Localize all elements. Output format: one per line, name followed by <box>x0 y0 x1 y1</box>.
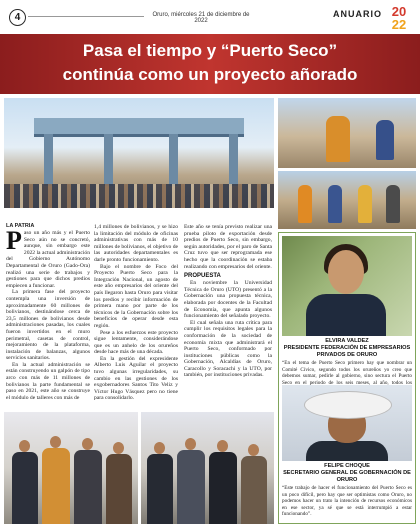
headline-line-2: continúa como un proyecto añorado <box>62 65 358 84</box>
photo-person <box>177 450 205 524</box>
logo-year-top: 20 <box>391 4 407 19</box>
felipe-title: SECRETARIO GENERAL DE GOBERNACIÓN DE ORURO <box>283 470 411 483</box>
photo-figure <box>376 120 394 160</box>
article-column-3 <box>184 224 272 379</box>
photo-dry-port-arch <box>4 98 274 208</box>
paragraph: Este año se tenía previsto realizar una prueba piloto de exportación desde predios de Puerto Seco, sin embargo, según autoridades, por el paro de Santa Cruz tuvo que ser reprogramada ese hecho que la coordinación se estaba realizando con empresarios del oriente. <box>184 224 272 270</box>
photo-pillar <box>104 134 113 186</box>
photo-officials-group <box>4 412 138 524</box>
section-label: ANUARIO <box>333 9 382 19</box>
photo-pillar <box>169 134 178 186</box>
photo-elvira-valdez <box>282 236 412 336</box>
photo-head <box>154 442 165 454</box>
drop-cap: P <box>6 226 22 255</box>
elvira-title: PRESIDENTE FEDERACIÓN DE EMPRESARIOS PRIVADOS DE ORURO <box>283 345 411 358</box>
page-header <box>0 0 420 34</box>
headline <box>10 39 410 87</box>
subhead: PROPUESTA <box>184 273 221 280</box>
photo-workers-site <box>278 98 416 168</box>
photo-person <box>106 454 132 524</box>
logo-year-bottom: 22 <box>391 17 407 32</box>
photo-figure <box>386 185 400 223</box>
elvira-name: ELVIRA VALDEZ <box>325 338 369 344</box>
photo-person <box>209 452 237 524</box>
paragraph: En la actual administración se están construyendo un galpón de tipo arco con más de 11 millones de bolivianos la parte fundamental se paso en 2021, este año se construye el módulo de talleres con más de <box>6 361 90 401</box>
photo-head <box>50 436 61 448</box>
article-column-2 <box>94 224 178 402</box>
photo-crowd <box>4 184 274 208</box>
portrait-body <box>306 441 388 461</box>
portrait-body <box>306 294 386 336</box>
paragraph: El cual señala una ruta crítica para cumplir los requisitos legales para la conformación de la sociedad de economía mixta que administrará el Puerto Seco, conformado por instituciones públicas como la Gobernación, Alcaldías de Oruro, Caracollo y Soracachi y la UTO, por también, por instituciones privadas. <box>184 319 272 379</box>
photo-figure <box>298 185 312 223</box>
headline-banner <box>0 34 420 94</box>
portrait-face <box>328 250 364 294</box>
photo-pillar <box>44 134 53 186</box>
photo-arch-beam <box>34 118 244 137</box>
paragraph: En la gestión del expresidente Alberto Luis Aguilar el proyecto tuvo algunas irregularidades, su cambio en las gestiones de los exgobernadores Santos Tito Veliz y Víctor Hugo Vásquez pero no tiene para consolidarlo. <box>94 355 178 402</box>
photo-head <box>185 438 196 450</box>
photo-authorities-event <box>141 412 274 524</box>
photo-head <box>82 438 93 450</box>
paragraph: Bajo el nombre de Foco del Proyecto Puerto Seco para la Integración Nacional, un agosto de este año empresarios del oriente del país llegaron hasta Oruro para visitar los predios y recibir información de primera mano por parte de los técnicos de la Gobernación sobre los beneficios de operar desde esta región. <box>94 263 178 329</box>
dateline: Oruro, miércoles 21 de diciembre de 2022 <box>152 12 250 24</box>
paragraph: aso un año más y el Puerto Seco aún no se concretó, aunque, sin embargo este 2022 la actual administración del Gobierno Autónomo Departamental de Oruro (Gado-Ora) realizó una serie de trabajos y gestiones para que dichos predios empiecen a funcionar. <box>6 230 90 289</box>
photo-head <box>19 440 30 452</box>
photo-pillar <box>229 134 238 186</box>
page-number: 4 <box>9 9 26 26</box>
photo-person <box>147 454 173 524</box>
photo-construction-crew <box>278 171 416 229</box>
photo-figure <box>358 185 372 223</box>
headline-line-1: Pasa el tiempo y “Puerto Seco” <box>82 41 338 60</box>
portrait-hat <box>304 391 392 419</box>
photo-head <box>248 444 259 456</box>
paragraph: En noviembre la Universidad Técnica de Oruro (UTO) presentó a la Gobernación una propuesta técnica, elaborada por docentes de la Facultad de Economía, que apunta algunos funcionamiento del señalado proyecto. <box>184 280 272 320</box>
header-rule <box>28 16 144 17</box>
paragraph: 1,4 millones de bolivianos, y se hizo la limitación del módulo de oficinas administrativas con más de 10 millones de bolivianos, el objetivo de las autoridades departamentales es darle pronto funcionamiento. <box>94 224 178 263</box>
felipe-quote: “Este trabajo de hacer el funcionamiento del Puerto Seco es un poco difícil, pero hay que ser optimistas como Oruro, no podemos hacer un trato la intención de recursos económicos en ese sector, ya sé que se está interrumpió a estar funcionando”. <box>282 485 412 517</box>
paragraph: La primera fase del proyecto contempla una inversión de aproximadamente 60 millones de bolivianos, destinándose cerca de 23,5 millones de bolivianos desde administraciones pasadas, los cuales fueron invertidos en el muro perimetral, casetas de control, mejoramiento de la plataforma, instalación de balanzas, algunos servicios sanitarios. <box>6 289 90 362</box>
byline: LA PATRIA <box>6 223 35 229</box>
photo-person <box>12 452 38 524</box>
photo-felipe-choque <box>282 385 412 461</box>
photo-figure <box>326 116 350 162</box>
paragraph: Pese a los esfuerzos este proyecto sigue lentamente, considerándose que es un anhelo de los orureños desde hace más de una década. <box>94 329 178 356</box>
photo-figure <box>328 185 342 223</box>
anuario-logo <box>385 4 413 32</box>
photo-person <box>42 448 70 524</box>
photo-person <box>74 450 102 524</box>
photo-person <box>241 456 267 524</box>
elvira-quote: “En el tema de Puerto Seco primero hay que nombrar un Comité Cívico, segundo todos los orureños yo creo que debemos sumar, pedirle al gobierno, sino sectura el Puerto Seco en el periodo de los seis meses, al año, todos los <box>282 360 412 386</box>
photo-head <box>217 440 228 452</box>
felipe-name: FELIPE CHOQUE <box>324 463 370 469</box>
photo-head <box>113 442 124 454</box>
